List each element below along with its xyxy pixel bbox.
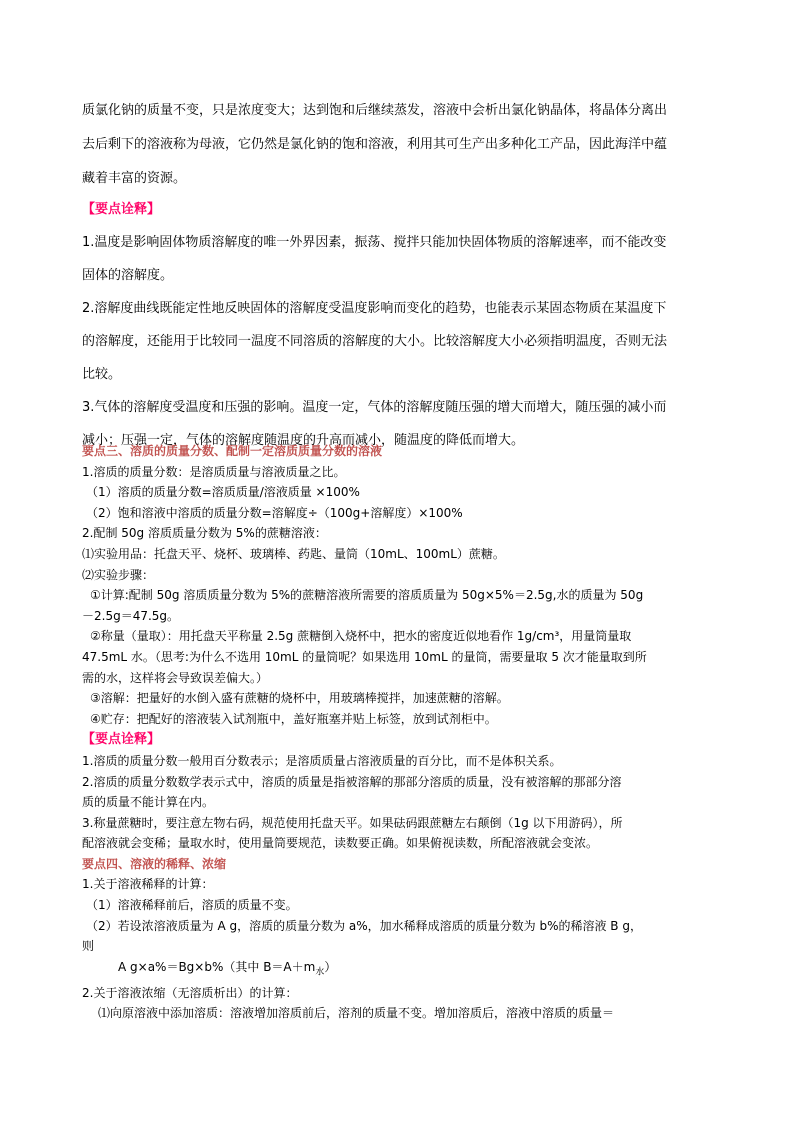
- text-line: ⑴向原溶液中添加溶质：溶液增加溶质前后，溶剂的质量不变。增加溶质后，溶液中溶质的质量＝: [98, 1006, 615, 1021]
- text-line: 固体的溶解度。: [82, 268, 174, 283]
- text-line: （2）饱和溶液中溶质的质量分数=溶解度÷（100g+溶解度）×100%: [86, 505, 463, 520]
- text-line: 藏着丰富的资源。: [82, 171, 187, 186]
- text-line: 质氯化钠的质量不变，只是浓度变大；达到饱和后继续蒸发，溶液中会析出氯化钠晶体，将晶体分离出: [82, 103, 668, 118]
- text-line: 比较。: [82, 367, 122, 382]
- text-line: 2.溶质的质量分数数学表示式中，溶质的质量是指被溶解的那部分溶质的质量，没有被溶解的那部分溶: [82, 774, 622, 789]
- text-line: ③溶解：把量好的水倒入盛有蔗糖的烧杯中，用玻璃棒搅拌，加速蔗糖的溶解。: [90, 691, 509, 706]
- formula-main: A g×a%＝Bg×b%（其中 B＝A＋m: [118, 959, 316, 974]
- text-line: －2.5g＝47.5g。: [82, 608, 180, 623]
- intro-paragraph: [82, 94, 722, 196]
- text-line: ⑵实验步骤：: [82, 567, 155, 582]
- formula-end: ）: [324, 959, 337, 974]
- text-line: 需的水，这样将会导致误差偏大。）: [82, 670, 269, 685]
- text-line: 1.溶质的质量分数一般用百分数表示；是溶质质量占溶液质量的百分比，而不是体积关系。: [82, 753, 562, 768]
- text-line: 3.称量蔗糖时，要注意左物右码，规范使用托盘天平。如果砝码跟蔗糖左右颠倒（1g 以下用游码），所: [82, 815, 623, 830]
- text-line: ⑴实验用品：托盘天平、烧杯、玻璃棒、药匙、量筒（10mL、100mL）蔗糖。: [82, 546, 505, 561]
- text-line: 减小；压强一定，气体的溶解度随温度的升高而减小，随温度的降低而增大。: [82, 433, 525, 448]
- text-line: 去后剩下的溶液称为母液，它仍然是氯化钠的饱和溶液，利用其可生产出多种化工产品，因此海洋中蕴: [82, 137, 668, 152]
- dilution-formula: [82, 957, 722, 983]
- text-line: ②称量（量取）：用托盘天平称量 2.5g 蔗糖倒入烧杯中，把水的密度近似地看作 1g/cm³，用量筒量取: [90, 629, 632, 644]
- text-line: 的溶解度，还能用于比较同一温度不同溶质的溶解度的大小。比较溶解度大小必须指明温度，否则无法: [82, 334, 668, 349]
- section-3: [82, 441, 722, 1024]
- text-line: 质的质量不能计算在内。: [82, 795, 215, 810]
- text-line: 2.溶解度曲线既能定性地反映固体的溶解度受温度影响而变化的趋势，也能表示某固态物质在某温度下: [82, 301, 667, 316]
- text-line: （1）溶液稀释前后，溶质的质量不变。: [86, 898, 298, 913]
- text-line: 2.配制 50g 溶质质量分数为 5%的蔗糖溶液：: [82, 526, 327, 541]
- text-line: 1.溶质的质量分数：是溶质质量与溶液质量之比。: [82, 464, 346, 479]
- formula-subscript: 水: [315, 967, 325, 978]
- text-line: 47.5mL 水。（思考:为什么不选用 10mL 的量筒呢？如果选用 10mL 的量筒，需要量取 5 次才能量取到所: [82, 649, 647, 664]
- text-line: 1.关于溶液稀释的计算：: [82, 877, 214, 892]
- text-line: 3.气体的溶解度受温度和压强的影响。温度一定，气体的溶解度随压强的增大而增大，随压强的减小而: [82, 400, 667, 415]
- text-line: 2.关于溶液浓缩（无溶质析出）的计算：: [82, 985, 298, 1000]
- section-heading: 要点四、溶液的稀释、浓缩: [82, 856, 227, 871]
- text-line: ④贮存：把配好的溶液装入试剂瓶中，盖好瓶塞并贴上标签，放到试剂柜中。: [90, 711, 497, 726]
- text-line: 配溶液就会变稀；量取水时，使用量筒要规范，读数要正确。如果俯视读数，所配溶液就会变浓。: [82, 836, 599, 851]
- text-line: 1.温度是影响固体物质溶解度的唯一外界因素，振荡、搅拌只能加快固体物质的溶解速率，而不能改变: [82, 235, 667, 250]
- text-line: 则: [82, 939, 95, 954]
- text-line: （1）溶质的质量分数=溶质质量/溶液质量 ×100%: [86, 485, 360, 500]
- section-heading: 要点三、溶质的质量分数、配制一定溶质质量分数的溶液: [82, 444, 383, 458]
- key-point-tag: 【要点诠释】: [82, 732, 161, 748]
- text-line: （2）若设浓溶液质量为 A g，溶质的质量分数为 a%，加水稀释成溶质的质量分数为 b%的稀溶液 B g，: [86, 918, 642, 933]
- key-point-note-1: [82, 193, 722, 457]
- text-line: ①计算:配制 50g 溶质质量分数为 5%的蔗糖溶液所需要的溶质质量为 50g×5%＝2.5g,水的质量为 50g: [90, 588, 644, 603]
- key-point-tag: 【要点诠释】: [82, 202, 161, 217]
